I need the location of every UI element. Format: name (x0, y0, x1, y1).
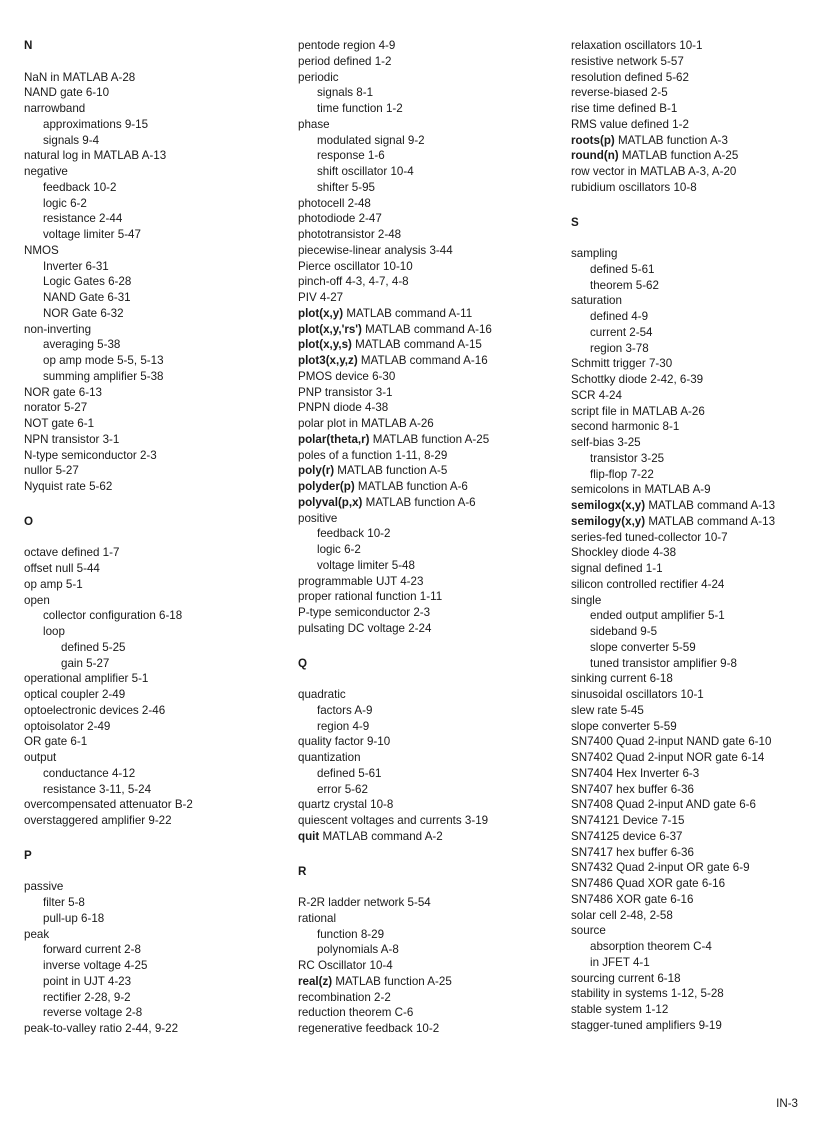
index-entry: SN7408 Quad 2-input AND gate 6-6 (571, 798, 756, 812)
index-entry: PMOS device 6-30 (298, 369, 396, 383)
index-subentry: feedback 10-2 (317, 527, 391, 541)
index-entry: second harmonic 8-1 (571, 420, 680, 434)
index-entry: row vector in MATLAB A-3, A-20 (571, 165, 737, 178)
index-subentry: theorem 5-62 (590, 278, 659, 292)
index-entry: RMS value defined 1-2 (571, 117, 689, 131)
index-entry: solar cell 2-48, 2-58 (571, 908, 673, 922)
index-entry: periodic (298, 70, 339, 84)
index-subentry: in JFET 4-1 (590, 955, 650, 969)
index-entry: reverse-biased 2-5 (571, 86, 668, 100)
index-entry: resolution defined 5-62 (571, 70, 689, 84)
index-entry: stable system 1-12 (571, 1003, 669, 1016)
index-entry: slope converter 5-59 (571, 719, 677, 733)
index-subentry: summing amplifier 5-38 (43, 369, 164, 383)
index-entry: proper rational function 1-11 (298, 590, 443, 604)
index-subentry: shifter 5-95 (317, 180, 375, 194)
command-name: semilogy(x,y) (571, 514, 646, 528)
index-subentry: feedback 10-2 (43, 180, 117, 194)
index-entry: SCR 4-24 (571, 388, 622, 402)
index-subentry: collector configuration 6-18 (43, 609, 183, 623)
spacer (24, 495, 274, 514)
command-name: poly(r) (298, 464, 335, 478)
index-subentry: modulated signal 9-2 (317, 133, 425, 147)
index-entry (571, 133, 811, 149)
index-subentry: response 1-6 (317, 149, 385, 163)
index-entry: norator 5-27 (24, 401, 88, 415)
index-subentry: polynomials A-8 (317, 943, 399, 957)
index-entry: SN74121 Device 7-15 (571, 814, 685, 827)
index-entry: SN7417 hex buffer 6-36 (571, 845, 694, 859)
index-entry: NOR gate 6-13 (24, 385, 102, 399)
spacer (24, 530, 274, 546)
index-entry: SN74125 device 6-37 (571, 829, 683, 843)
index-subentry: error 5-62 (317, 782, 368, 796)
index-entry: SN7486 XOR gate 6-16 (571, 892, 694, 906)
index-entry: P-type semiconductor 2-3 (298, 606, 431, 619)
index-subentry: conductance 4-12 (43, 766, 136, 780)
index-entry (298, 322, 558, 338)
index-entry: SN7402 Quad 2-input NOR gate 6-14 (571, 751, 765, 764)
index-entry: sinking current 6-18 (571, 672, 673, 686)
index-entry: NOT gate 6-1 (24, 417, 95, 430)
index-subentry: Inverter 6-31 (43, 259, 109, 273)
index-subentry: logic 6-2 (317, 543, 361, 556)
index-entry: SN7486 Quad XOR gate 6-16 (571, 877, 726, 890)
index-entry (298, 479, 558, 495)
index-subentry: defined 4-9 (590, 310, 649, 323)
index-entry: narrowband (24, 102, 86, 115)
index-subentry: function 8-29 (317, 927, 385, 941)
index-entry: semicolons in MATLAB A-9 (571, 483, 711, 497)
spacer (571, 196, 811, 215)
index-entry (298, 974, 558, 990)
entry-text: MATLAB command A-16 (361, 322, 492, 336)
index-subentry: signals 9-4 (43, 133, 100, 147)
index-entry: overstaggered amplifier 9-22 (24, 814, 172, 827)
section-letter-heading: R (298, 864, 307, 878)
index-entry: single (571, 593, 602, 607)
index-subentry: filter 5-8 (43, 896, 85, 909)
entry-text: MATLAB command A-16 (357, 354, 488, 367)
index-subentry: pull-up 6-18 (43, 911, 105, 925)
section-letter-heading: O (24, 514, 34, 528)
index-entry: photocell 2-48 (298, 196, 371, 210)
entry-text: MATLAB command A-13 (645, 499, 776, 512)
index-entry: open (24, 593, 50, 607)
index-entry: op amp 5-1 (24, 577, 83, 591)
index-entry: Schmitt trigger 7-30 (571, 357, 673, 371)
index-entry (571, 148, 811, 164)
index-entry: offset null 5-44 (24, 562, 100, 575)
index-entry: SN7407 hex buffer 6-36 (571, 782, 694, 796)
index-entry: nullor 5-27 (24, 464, 79, 478)
index-subentry: region 3-78 (590, 341, 649, 355)
index-entry: polar plot in MATLAB A-26 (298, 417, 434, 430)
index-entry: NaN in MATLAB A-28 (24, 70, 136, 84)
index-subentry: tuned transistor amplifier 9-8 (590, 656, 737, 670)
index-entry: script file in MATLAB A-26 (571, 404, 705, 418)
index-subentry: transistor 3-25 (590, 451, 665, 465)
index-entry: photodiode 2-47 (298, 212, 382, 226)
index-entry: overcompensated attenuator B-2 (24, 798, 193, 812)
command-name: polar(theta,r) (298, 432, 370, 446)
index-entry: relaxation oscillators 10-1 (571, 39, 703, 52)
index-entry: phototransistor 2-48 (298, 228, 402, 241)
index-entry: piecewise-linear analysis 3-44 (298, 243, 453, 257)
entry-text: MATLAB function A-25 (369, 432, 490, 446)
index-subentry: Logic Gates 6-28 (43, 275, 132, 289)
index-entry: negative (24, 165, 68, 178)
index-entry (298, 495, 558, 511)
command-name: roots(p) (571, 133, 615, 147)
index-entry: self-bias 3-25 (571, 436, 641, 449)
index-entry: series-fed tuned-collector 10-7 (571, 530, 728, 544)
index-entry: natural log in MATLAB A-13 (24, 149, 167, 163)
index-subentry: flip-flop 7-22 (590, 467, 654, 481)
index-entry: regenerative feedback 10-2 (298, 1022, 440, 1035)
entry-text: MATLAB function A-3 (614, 133, 728, 147)
index-subentry: signals 8-1 (317, 86, 374, 100)
spacer (298, 637, 558, 656)
entry-text: MATLAB command A-15 (351, 338, 482, 352)
index-entry: saturation (571, 294, 622, 308)
entry-text: MATLAB function A-5 (334, 464, 448, 478)
index-subentry: logic 6-2 (43, 196, 87, 210)
index-entry (298, 337, 558, 353)
index-entry: quality factor 9-10 (298, 735, 391, 749)
index-entry: PNP transistor 3-1 (298, 385, 393, 399)
section-letter-heading: N (24, 39, 33, 52)
index-column-2 (298, 38, 558, 1037)
index-subentry: ended output amplifier 5-1 (590, 609, 725, 623)
index-entry: rubidium oscillators 10-8 (571, 180, 697, 194)
index-entry (298, 353, 558, 369)
index-entry: Nyquist rate 5-62 (24, 480, 113, 493)
index-entry: slew rate 5-45 (571, 703, 644, 717)
index-entry: resistive network 5-57 (571, 54, 684, 68)
index-entry: SN7432 Quad 2-input OR gate 6-9 (571, 861, 750, 875)
command-name: plot(x,y) (298, 306, 344, 320)
index-entry (298, 463, 558, 479)
index-column-1 (24, 38, 274, 1037)
command-name: plot3(x,y,z) (298, 354, 358, 367)
index-subentry: time function 1-2 (317, 102, 403, 115)
index-entry: poles of a function 1-11, 8-29 (298, 448, 448, 462)
index-subentry: rectifier 2-28, 9-2 (43, 990, 131, 1004)
spacer (298, 845, 558, 864)
entry-text: MATLAB function A-6 (354, 480, 468, 493)
section-letter-heading: P (24, 848, 32, 862)
index-subentry: sideband 9-5 (590, 625, 658, 638)
index-entry: sinusoidal oscillators 10-1 (571, 688, 704, 701)
index-entry: SN7400 Quad 2-input NAND gate 6-10 (571, 735, 772, 749)
index-subentry: slope converter 5-59 (590, 640, 696, 654)
index-subentry: voltage limiter 5-47 (43, 228, 141, 241)
index-entry: PNPN diode 4-38 (298, 401, 389, 415)
index-subentry: region 4-9 (317, 719, 370, 733)
index-subentry: resistance 3-11, 5-24 (43, 782, 152, 796)
index-entry: output (24, 751, 57, 764)
spacer (24, 54, 274, 70)
index-subentry: shift oscillator 10-4 (317, 165, 414, 178)
command-name: plot(x,y,'rs') (298, 322, 362, 336)
index-subentry: inverse voltage 4-25 (43, 959, 148, 972)
index-entry: rational (298, 911, 337, 925)
index-subentry: loop (43, 625, 65, 638)
index-entry: NPN transistor 3-1 (24, 432, 120, 446)
index-entry (298, 306, 558, 322)
section-letter-heading: S (571, 215, 579, 229)
index-entry: optoisolator 2-49 (24, 719, 111, 733)
index-subentry: NAND Gate 6-31 (43, 291, 131, 304)
index-entry: OR gate 6-1 (24, 735, 88, 749)
entry-text: MATLAB function A-25 (618, 149, 739, 163)
index-subentry: defined 5-25 (61, 640, 126, 654)
index-entry: silicon controlled rectifier 4-24 (571, 577, 725, 591)
index-subentry: factors A-9 (317, 703, 373, 717)
index-subentry: approximations 9-15 (43, 117, 149, 131)
spacer (571, 230, 811, 246)
section-letter-heading: Q (298, 656, 308, 670)
index-entry (298, 432, 558, 448)
spacer (298, 879, 558, 895)
entry-text: MATLAB function A-25 (332, 974, 452, 988)
command-name: semilogx(x,y) (571, 499, 646, 512)
entry-text: MATLAB function A-6 (362, 495, 476, 509)
spacer (24, 864, 274, 880)
index-entry: NAND gate 6-10 (24, 86, 110, 100)
spacer (24, 829, 274, 848)
index-subentry: gain 5-27 (61, 656, 110, 670)
index-column-3 (571, 38, 811, 1034)
entry-text: MATLAB command A-2 (319, 829, 443, 843)
index-subentry: current 2-54 (590, 325, 653, 339)
index-entry: N-type semiconductor 2-3 (24, 448, 157, 462)
index-subentry: reverse voltage 2-8 (43, 1006, 143, 1020)
index-entry: quantization (298, 751, 361, 764)
index-subentry: averaging 5-38 (43, 338, 121, 352)
index-entry: recombination 2-2 (298, 990, 391, 1004)
index-entry: programmable UJT 4-23 (298, 574, 424, 588)
index-entry: non-inverting (24, 322, 92, 336)
page-number: IN-3 (776, 1097, 798, 1110)
index-entry: NMOS (24, 243, 59, 257)
index-entry: quartz crystal 10-8 (298, 798, 394, 812)
command-name: round(n) (571, 149, 619, 163)
index-subentry: resistance 2-44 (43, 212, 123, 226)
entry-text: MATLAB command A-13 (645, 514, 776, 528)
command-name: quit (298, 829, 320, 843)
index-entry: peak-to-valley ratio 2-44, 9-22 (24, 1022, 179, 1035)
spacer (298, 671, 558, 687)
index-subentry: voltage limiter 5-48 (317, 558, 415, 572)
index-subentry: forward current 2-8 (43, 943, 141, 957)
index-entry: SN7404 Hex Inverter 6-3 (571, 766, 700, 780)
index-entry: octave defined 1-7 (24, 546, 120, 560)
index-entry (298, 829, 558, 845)
index-entry (571, 498, 811, 514)
index-entry: peak (24, 927, 50, 941)
index-entry: Shockley diode 4-38 (571, 546, 677, 560)
index-subentry: op amp mode 5-5, 5-13 (43, 354, 164, 367)
index-entry: RC Oscillator 10-4 (298, 959, 393, 972)
index-entry: positive (298, 511, 338, 525)
index-subentry: defined 5-61 (317, 766, 382, 780)
index-subentry: NOR Gate 6-32 (43, 306, 124, 320)
command-name: polyder(p) (298, 480, 355, 493)
command-name: real(z) (298, 974, 333, 988)
index-entry: reduction theorem C-6 (298, 1006, 414, 1020)
index-entry: operational amplifier 5-1 (24, 672, 149, 686)
index-entry: source (571, 924, 606, 938)
index-entry (571, 514, 811, 530)
index-entry: pulsating DC voltage 2-24 (298, 621, 432, 635)
index-entry: quadratic (298, 688, 346, 701)
index-entry: sampling (571, 247, 618, 260)
index-entry: pentode region 4-9 (298, 39, 396, 52)
entry-text: MATLAB command A-11 (343, 306, 473, 320)
index-entry: phase (298, 117, 330, 131)
index-entry: Schottky diode 2-42, 6-39 (571, 373, 704, 386)
index-subentry: absorption theorem C-4 (590, 940, 712, 953)
index-entry: stagger-tuned amplifiers 9-19 (571, 1018, 722, 1032)
index-entry: passive (24, 880, 64, 894)
index-entry: rise time defined B-1 (571, 102, 678, 115)
index-entry: signal defined 1-1 (571, 562, 663, 575)
index-entry: stability in systems 1-12, 5-28 (571, 987, 724, 1001)
index-entry: period defined 1-2 (298, 54, 392, 68)
index-entry: Pierce oscillator 10-10 (298, 259, 413, 273)
index-entry: optical coupler 2-49 (24, 688, 126, 701)
index-entry: quiescent voltages and currents 3-19 (298, 814, 489, 827)
index-subentry: defined 5-61 (590, 262, 655, 276)
index-subentry: point in UJT 4-23 (43, 974, 132, 988)
index-entry: pinch-off 4-3, 4-7, 4-8 (298, 275, 409, 289)
command-name: plot(x,y,s) (298, 338, 352, 352)
index-entry: R-2R ladder network 5-54 (298, 896, 431, 909)
index-entry: optoelectronic devices 2-46 (24, 703, 166, 717)
command-name: polyval(p,x) (298, 495, 363, 509)
index-entry: PIV 4-27 (298, 291, 344, 304)
index-entry: sourcing current 6-18 (571, 971, 681, 985)
